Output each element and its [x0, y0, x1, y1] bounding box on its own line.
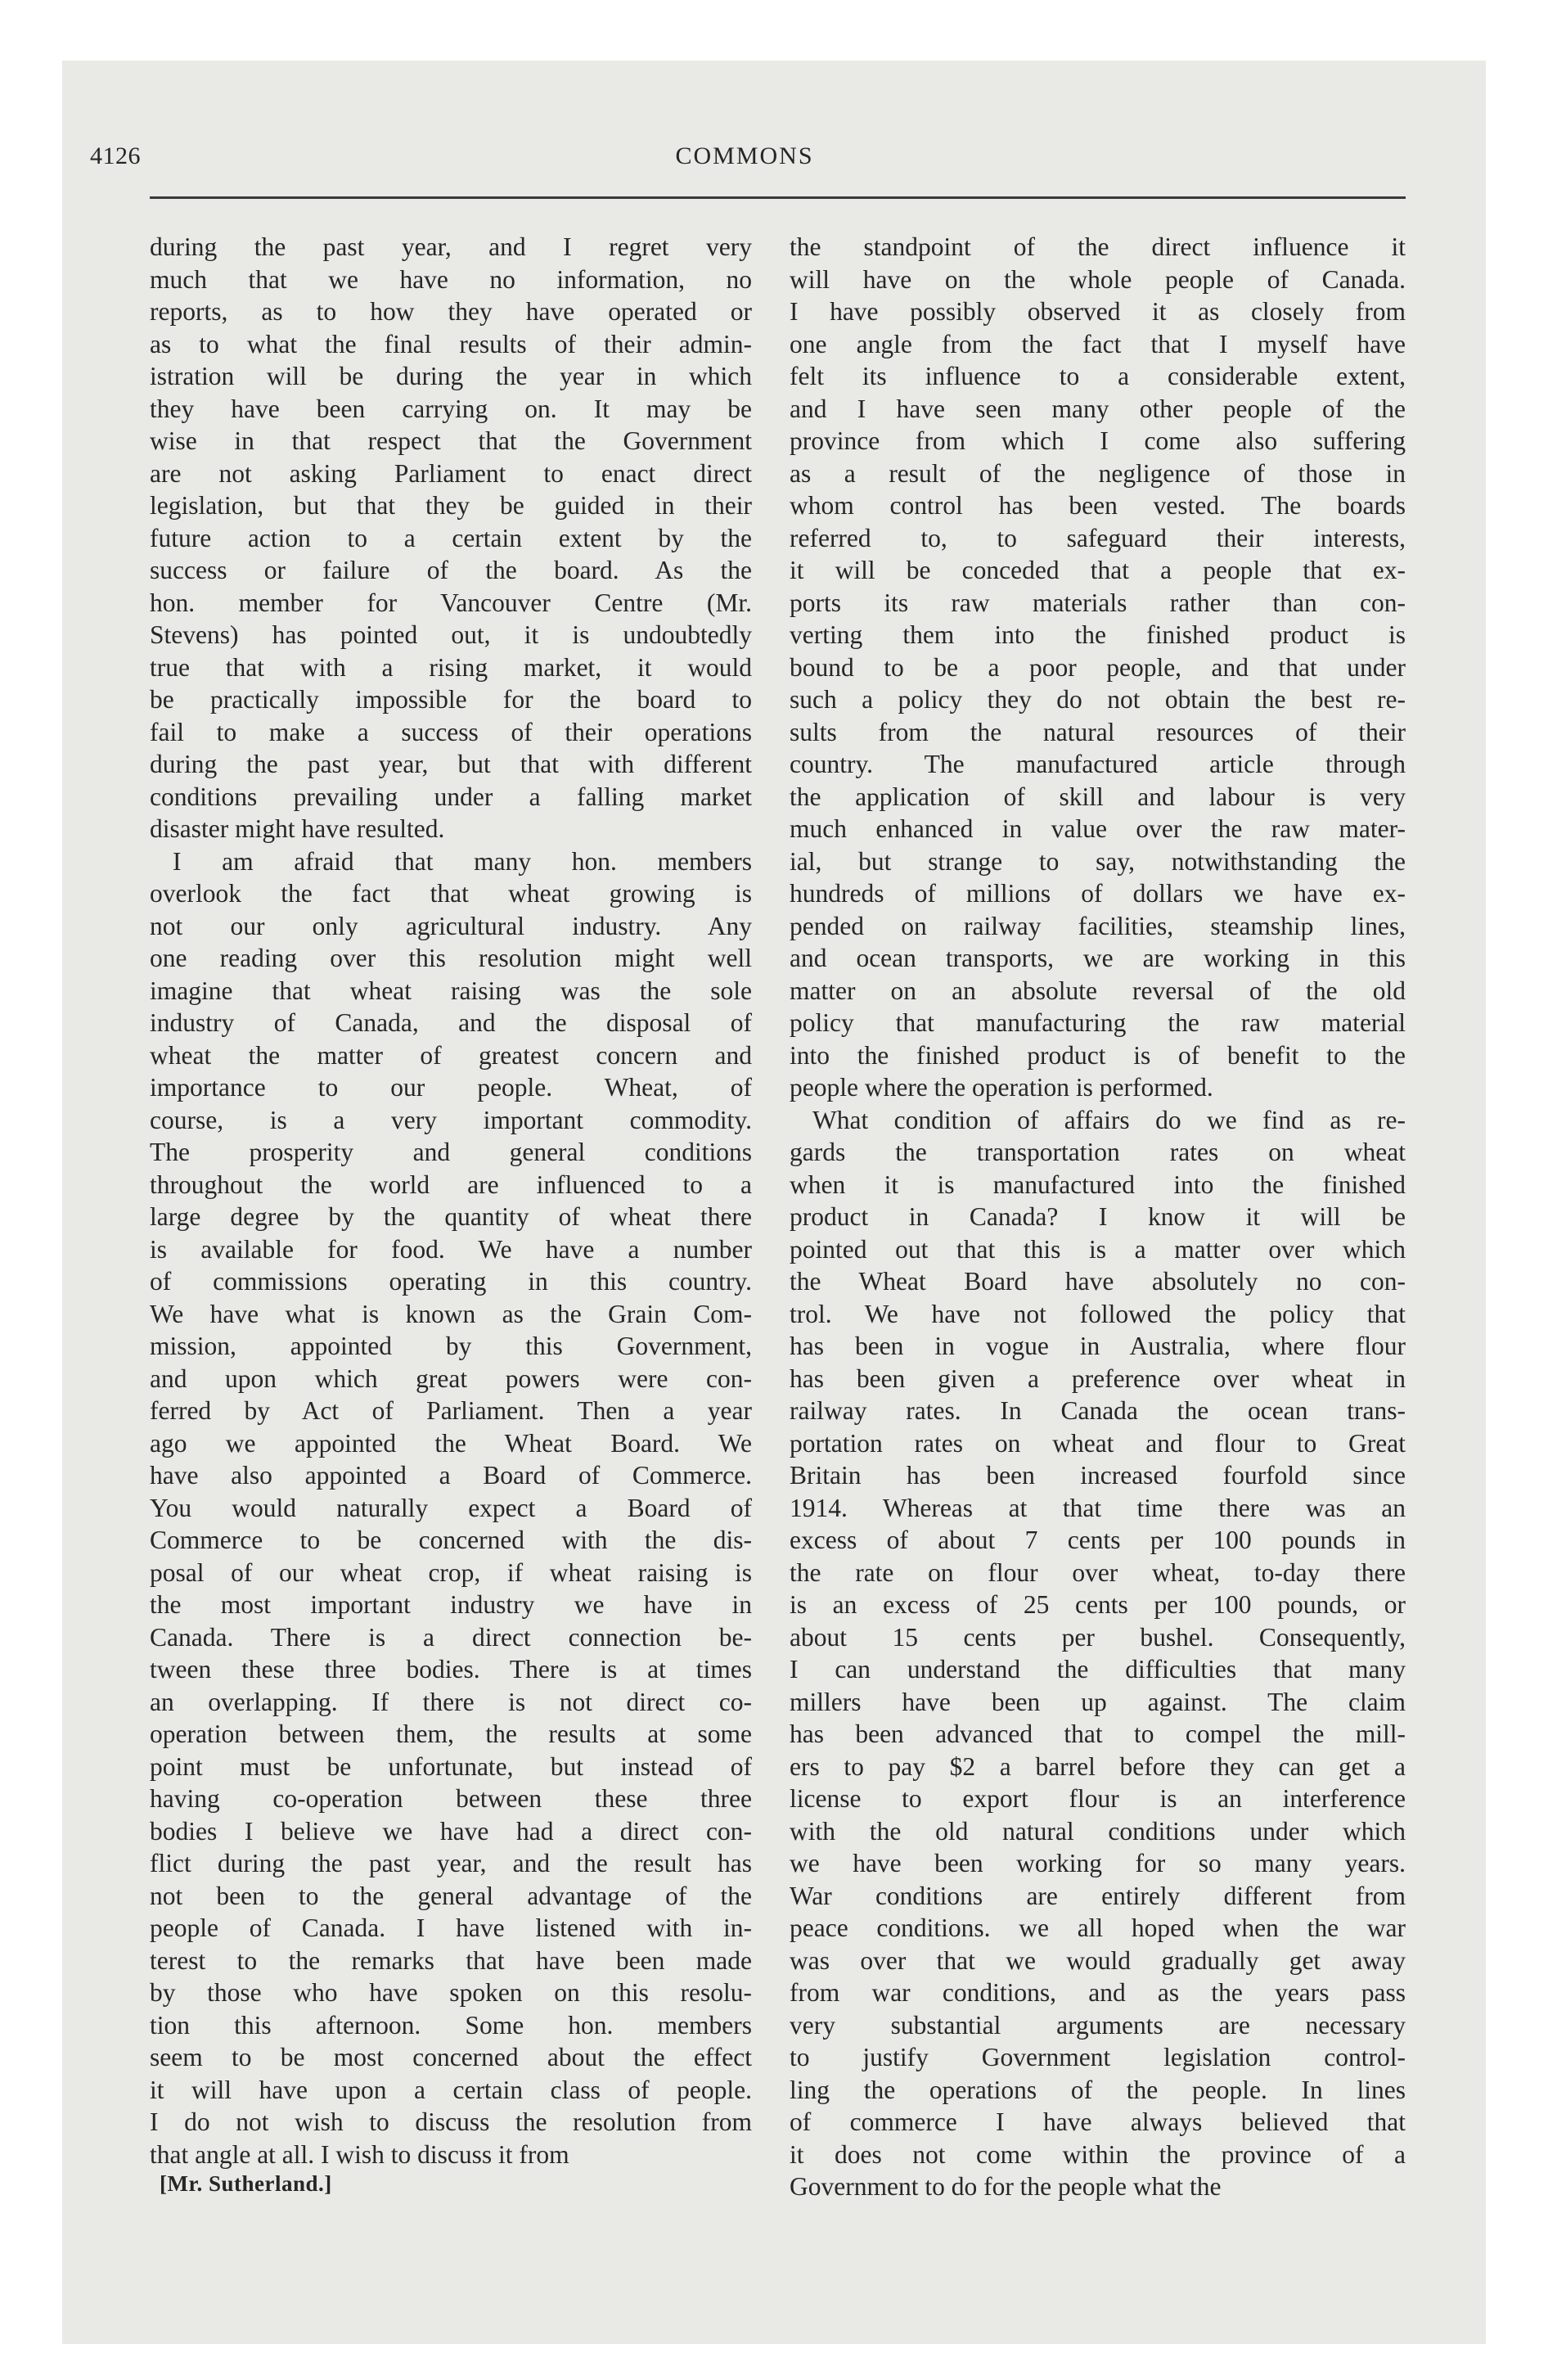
text-line: future action to a certain extent by the [150, 523, 752, 552]
text-line: one angle from the fact that I myself have [790, 329, 1406, 358]
text-line: felt its influence to a considerable extent, [790, 362, 1406, 390]
text-line: verting them into the finished product is [790, 620, 1406, 649]
text-line: province from which I come also suffering [790, 426, 1406, 455]
text-line: it does not come within the province of a [790, 2139, 1406, 2169]
text-line: much that we have no information, no [150, 264, 752, 294]
text-line: is available for food. We have a number [150, 1234, 752, 1264]
text-line: has been in vogue in Australia, where flour [790, 1332, 1406, 1360]
text-line: when it is manufactured into the finished [790, 1170, 1406, 1199]
text-line: The prosperity and general conditions [150, 1138, 752, 1166]
text-line: posal of our wheat crop, if wheat raising is [150, 1557, 752, 1587]
text-line: bound to be a poor people, and that under [790, 652, 1406, 682]
text-line: trol. We have not followed the policy that [790, 1299, 1406, 1328]
text-line: seem to be most concerned about the effect [150, 2043, 752, 2071]
text-line: wheat the matter of greatest concern and [150, 1040, 752, 1070]
left-text-column [150, 231, 752, 2170]
text-line: You would naturally expect a Board of [150, 1493, 752, 1522]
text-line: of commissions operating in this country. [150, 1267, 752, 1296]
text-line: ferred by Act of Parliament. Then a year [150, 1396, 752, 1425]
text-line: that angle at all. I wish to discuss it from [150, 2139, 569, 2169]
text-line: has been advanced that to compel the mill- [790, 1720, 1406, 1748]
text-line: industry of Canada, and the disposal of [150, 1008, 752, 1037]
text-line: terest to the remarks that have been made [150, 1945, 752, 1975]
text-line: Commerce to be concerned with the dis- [150, 1526, 752, 1554]
text-line: I can understand the difficulties that many [790, 1655, 1406, 1684]
text-line: have also appointed a Board of Commerce. [150, 1461, 752, 1490]
text-line: product in Canada? I know it will be [790, 1202, 1406, 1231]
text-line: the most important industry we have in [150, 1590, 752, 1619]
text-line: What condition of affairs do we find as re- [812, 1105, 1406, 1134]
text-line: about 15 cents per bushel. Consequently, [790, 1622, 1406, 1652]
text-line: pointed out that this is a matter over which [790, 1234, 1406, 1264]
text-line: having co-operation between these three [150, 1784, 752, 1813]
text-line: the application of skill and labour is very [790, 782, 1406, 811]
text-line: with the old natural conditions under which [790, 1816, 1406, 1846]
text-line: ago we appointed the Wheat Board. We [150, 1428, 752, 1458]
text-line: by those who have spoken on this resolu- [150, 1978, 752, 2007]
text-line: gards the transportation rates on wheat [790, 1138, 1406, 1166]
text-line: it will have upon a certain class of people. [150, 2075, 752, 2104]
text-line: tion this afternoon. Some hon. members [150, 2010, 752, 2040]
text-line: not our only agricultural industry. Any [150, 911, 752, 940]
text-line: mission, appointed by this Government, [150, 1332, 752, 1360]
text-line: not been to the general advantage of the [150, 1881, 752, 1910]
text-line: people where the operation is performed. [790, 1073, 1213, 1102]
text-line: into the finished product is of benefit to the [790, 1040, 1406, 1070]
text-line: the rate on flour over wheat, to-day there [790, 1557, 1406, 1587]
text-line: true that with a rising market, it would [150, 652, 752, 682]
text-line: excess of about 7 cents per 100 pounds in [790, 1526, 1406, 1554]
text-line: as a result of the negligence of those in [790, 458, 1406, 488]
text-line: portation rates on wheat and flour to Great [790, 1428, 1406, 1458]
text-line: will have on the whole people of Canada. [790, 264, 1406, 294]
text-line: throughout the world are influenced to a [150, 1170, 752, 1199]
text-line: such a policy they do not obtain the best re- [790, 685, 1406, 714]
text-line: Stevens) has pointed out, it is undoubtedly [150, 620, 752, 649]
text-line: Government to do for the people what the [790, 2172, 1222, 2201]
page-header [90, 142, 1399, 182]
text-line: hon. member for Vancouver Centre (Mr. [150, 588, 752, 617]
text-line: fail to make a success of their operations [150, 717, 752, 746]
text-line: during the past year, and I regret very [150, 232, 752, 261]
text-line: and I have seen many other people of the [790, 394, 1406, 423]
text-line: is an excess of 25 cents per 100 pounds, or [790, 1590, 1406, 1619]
header-rule [150, 196, 1406, 199]
text-line: much enhanced in value over the raw mater- [790, 814, 1406, 843]
text-line: people of Canada. I have listened with in- [150, 1913, 752, 1942]
text-line: one reading over this resolution might well [150, 944, 752, 972]
text-line: whom control has been vested. The boards [790, 491, 1406, 520]
text-line: War conditions are entirely different from [790, 1881, 1406, 1910]
text-line: success or failure of the board. As the [150, 556, 752, 584]
text-line: ports its raw materials rather than con- [790, 588, 1406, 617]
text-line: matter on an absolute reversal of the old [790, 976, 1406, 1005]
text-line: reports, as to how they have operated or [150, 297, 752, 326]
text-line: point must be unfortunate, but instead of [150, 1751, 752, 1781]
text-line: overlook the fact that wheat growing is [150, 879, 752, 908]
running-title: COMMONS [675, 142, 814, 169]
text-line: and upon which great powers were con- [150, 1364, 752, 1393]
text-line: has been given a preference over wheat in [790, 1364, 1406, 1393]
text-line: peace conditions. we all hoped when the war [790, 1913, 1406, 1942]
text-line: I do not wish to discuss the resolution from [150, 2107, 752, 2136]
text-line: large degree by the quantity of wheat there [150, 1202, 752, 1231]
text-line: istration will be during the year in which [150, 362, 752, 390]
text-line: I am afraid that many hon. members [173, 846, 752, 876]
page-number: 4126 [90, 142, 141, 169]
text-line: importance to our people. Wheat, of [150, 1073, 752, 1102]
text-line: imagine that wheat raising was the sole [150, 976, 752, 1005]
text-line: ling the operations of the people. In lines [790, 2075, 1406, 2104]
text-line: as to what the final results of their admin- [150, 329, 752, 358]
text-line: from war conditions, and as the years pass [790, 1978, 1406, 2007]
text-line: during the past year, but that with different [150, 750, 752, 778]
text-line: the standpoint of the direct influence it [790, 232, 1406, 261]
text-line: wise in that respect that the Government [150, 426, 752, 455]
text-line: bodies I believe we have had a direct con- [150, 1816, 752, 1846]
text-line: license to export flour is an interference [790, 1784, 1406, 1813]
text-line: are not asking Parliament to enact direct [150, 458, 752, 488]
text-line: We have what is known as the Grain Com- [150, 1299, 752, 1328]
text-line: course, is a very important commodity. [150, 1105, 752, 1134]
text-line: conditions prevailing under a falling market [150, 782, 752, 811]
text-line: 1914. Whereas at that time there was an [790, 1493, 1406, 1522]
text-line: of commerce I have always believed that [790, 2107, 1406, 2136]
text-line: millers have been up against. The claim [790, 1687, 1406, 1716]
text-line: pended on railway facilities, steamship lines, [790, 911, 1406, 940]
speaker-note: [Mr. Sutherland.] [160, 2171, 332, 2196]
text-line: Canada. There is a direct connection be- [150, 1622, 752, 1652]
text-line: they have been carrying on. It may be [150, 394, 752, 423]
text-line: referred to, to safeguard their interests, [790, 523, 1406, 552]
text-line: it will be conceded that a people that ex- [790, 556, 1406, 584]
text-line: I have possibly observed it as closely from [790, 297, 1406, 326]
text-line: policy that manufacturing the raw material [790, 1008, 1406, 1037]
text-line: sults from the natural resources of their [790, 717, 1406, 746]
text-line: was over that we would gradually get away [790, 1945, 1406, 1975]
text-line: Britain has been increased fourfold since [790, 1461, 1406, 1490]
text-line: country. The manufactured article through [790, 750, 1406, 778]
text-line: very substantial arguments are necessary [790, 2010, 1406, 2040]
text-line: railway rates. In Canada the ocean trans- [790, 1396, 1406, 1425]
text-line: an overlapping. If there is not direct co- [150, 1687, 752, 1716]
text-line: operation between them, the results at some [150, 1720, 752, 1748]
text-line: flict during the past year, and the result has [150, 1849, 752, 1877]
text-line: and ocean transports, we are working in this [790, 944, 1406, 972]
text-line: we have been working for so many years. [790, 1849, 1406, 1877]
text-line: ial, but strange to say, notwithstanding the [790, 846, 1406, 876]
text-line: disaster might have resulted. [150, 814, 445, 843]
text-line: hundreds of millions of dollars we have ex- [790, 879, 1406, 908]
text-line: the Wheat Board have absolutely no con- [790, 1267, 1406, 1296]
text-line: ers to pay $2 a barrel before they can get a [790, 1751, 1406, 1781]
text-line: legislation, but that they be guided in their [150, 491, 752, 520]
right-text-column [790, 231, 1406, 2203]
text-line: tween these three bodies. There is at times [150, 1655, 752, 1684]
text-line: to justify Government legislation control- [790, 2043, 1406, 2071]
text-line: be practically impossible for the board to [150, 685, 752, 714]
